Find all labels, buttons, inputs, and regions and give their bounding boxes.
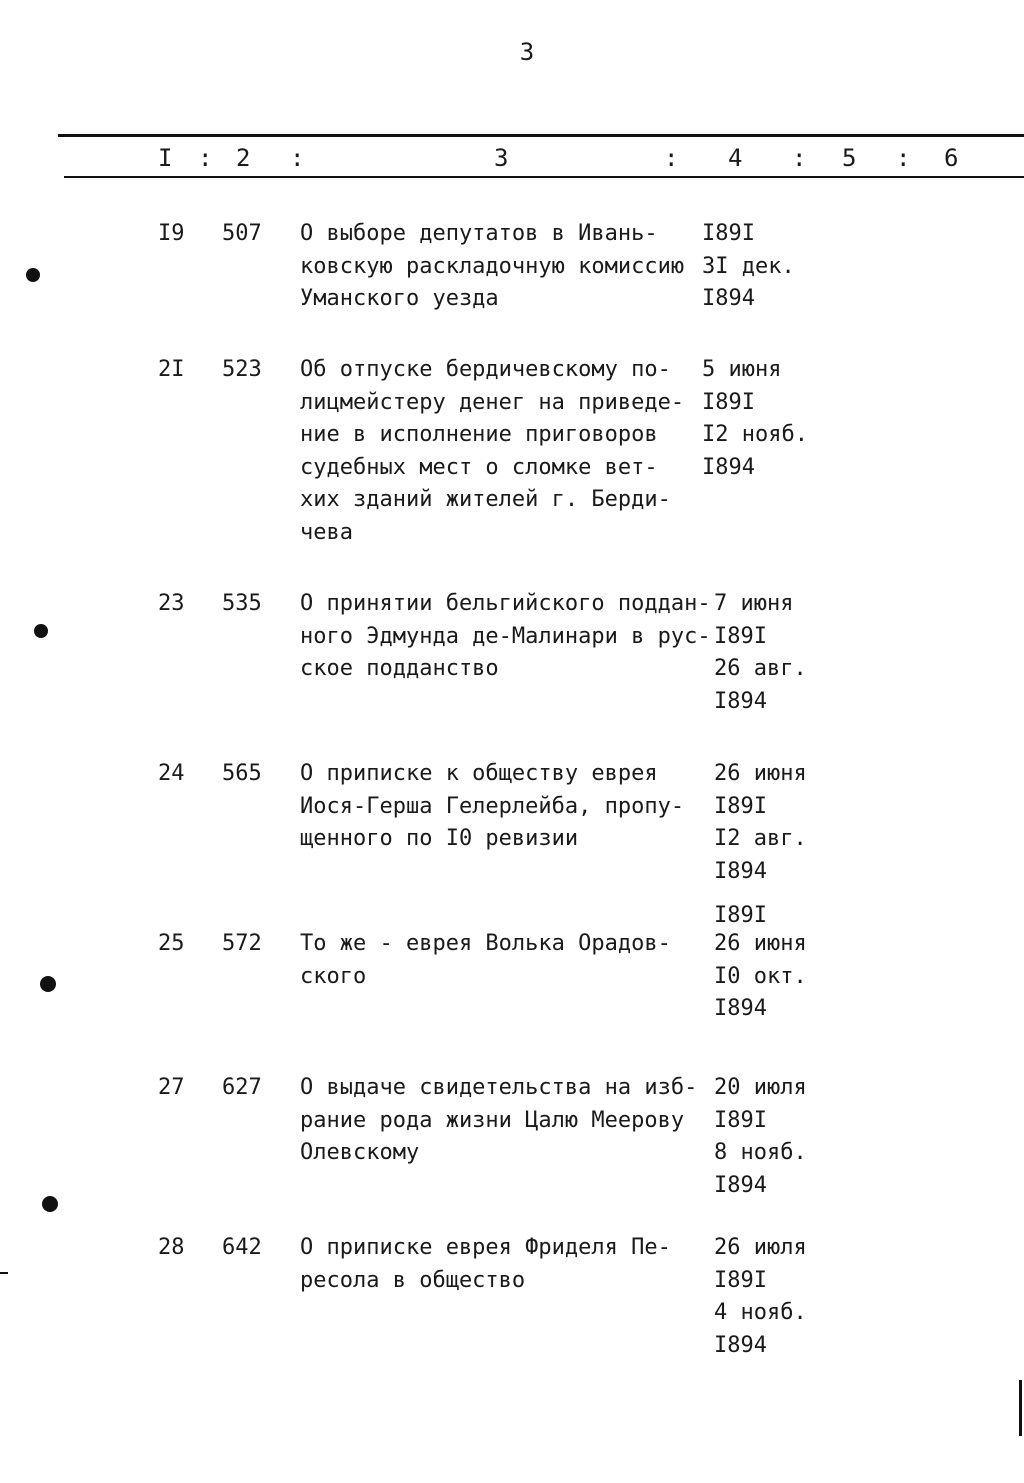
title-line: щенного по I0 ревизии (300, 826, 579, 851)
column-separator: : (290, 144, 305, 172)
entry-number: 25 (158, 931, 185, 956)
binding-hole-mark (26, 268, 40, 282)
entry-number: 23 (158, 591, 185, 616)
header-top-rule (58, 134, 1024, 137)
date-line: I89I (714, 623, 767, 649)
entry-dates (714, 758, 807, 888)
column-header-4: 4 (728, 144, 743, 172)
date-line: I89I (714, 903, 767, 928)
document-number: 535 (222, 591, 262, 616)
date-line: I894 (702, 454, 755, 480)
title-line: То же - еврея Волька Орадов- (300, 931, 671, 956)
date-line: I894 (714, 996, 767, 1021)
date-line: 4 нояб. (714, 1300, 807, 1325)
document-number: 507 (222, 221, 262, 246)
entry-number: 2I (158, 357, 185, 382)
title-line: О приписке еврея Фриделя Пе- (300, 1235, 671, 1260)
column-separator: : (896, 144, 911, 172)
entry-dates (702, 218, 795, 316)
title-line: Уманского уезда (300, 286, 499, 311)
date-line: I0 окт. (714, 963, 807, 989)
title-line: лицмейстеру денег на приведе- (300, 389, 685, 415)
date-line: I89I (702, 221, 755, 246)
title-line: О принятии бельгийского поддан- (300, 591, 711, 616)
title-line: ние в исполнение приговоров (300, 422, 658, 447)
date-line: I894 (714, 1332, 767, 1358)
document-number: 572 (222, 931, 262, 956)
header-bottom-rule (64, 176, 1024, 178)
entry-dates (714, 1232, 807, 1362)
date-line: I894 (714, 1172, 767, 1198)
entry-title (300, 218, 705, 316)
title-line: О выдаче свидетельства на изб- (300, 1075, 698, 1100)
date-line: 20 июля (714, 1075, 807, 1100)
entry-number: 27 (158, 1075, 185, 1100)
entry-dates (714, 1072, 807, 1202)
title-line: Олевскому (300, 1140, 420, 1165)
date-line: 26 июля (714, 1235, 807, 1260)
column-separator: : (198, 144, 213, 172)
column-header-1: I (158, 144, 173, 172)
date-line: I894 (702, 286, 755, 311)
column-separator: : (664, 144, 679, 172)
entry-title (300, 758, 705, 856)
date-line: 26 июня (714, 761, 807, 786)
entry-title (300, 1072, 705, 1170)
date-line: 3I дек. (702, 253, 795, 279)
entry-title (300, 588, 711, 686)
date-line: I89I (714, 1107, 767, 1133)
title-line: Об отпуске бердичевскому по- (300, 357, 671, 382)
column-header-3: 3 (494, 144, 509, 172)
title-line: ское подданство (300, 656, 499, 681)
date-line: I2 нояб. (702, 422, 808, 447)
entry-title (300, 928, 705, 993)
column-header-6: 6 (944, 144, 959, 172)
title-line: О приписке к обществу еврея (300, 761, 658, 786)
title-line: ного Эдмунда де-Малинари в рус- (300, 623, 711, 649)
date-line: I89I (702, 389, 755, 415)
date-line: I894 (714, 858, 767, 884)
title-line: ковскую раскладочную комиссию (300, 253, 685, 279)
title-line: рание рода жизни Цалю Меерову (300, 1107, 685, 1133)
date-line: I89I (714, 793, 767, 819)
date-line: 7 июня (714, 591, 794, 616)
title-line: хих зданий жителей г. Берди- (300, 487, 671, 512)
entry-number: I9 (158, 221, 185, 246)
entry-title (300, 1232, 705, 1297)
binding-hole-mark (40, 976, 56, 992)
column-header-5: 5 (842, 144, 857, 172)
entry-dates (714, 588, 807, 718)
document-number: 523 (222, 357, 262, 382)
date-line: I2 авг. (714, 826, 807, 851)
document-number: 627 (222, 1075, 262, 1100)
title-line: чева (300, 519, 353, 545)
date-line: 26 июня (714, 931, 807, 956)
date-line: 5 июня (702, 357, 782, 382)
title-line: ресола в общество (300, 1267, 526, 1293)
entry-number: 28 (158, 1235, 185, 1260)
binding-hole-mark (34, 624, 48, 638)
entry-dates (714, 904, 807, 1026)
document-number: 565 (222, 761, 262, 786)
title-line: О выборе депутатов в Ивань- (300, 221, 658, 246)
date-line: I894 (714, 688, 767, 714)
binding-hole-mark (42, 1196, 58, 1212)
date-line: I89I (714, 1267, 767, 1293)
date-line: 26 авг. (714, 656, 807, 681)
scan-edge-mark (1019, 1380, 1022, 1436)
entry-number: 24 (158, 761, 185, 786)
entry-title (300, 354, 705, 549)
title-line: судебных мест о сломке вет- (300, 454, 658, 480)
page-number: 3 (519, 38, 535, 66)
column-separator: : (792, 144, 807, 172)
scan-edge-mark (0, 1272, 8, 1274)
date-line: 8 нояб. (714, 1140, 807, 1165)
column-header-2: 2 (236, 144, 251, 172)
title-line: ского (300, 963, 367, 989)
title-line: Иося-Герша Гелерлейба, пропу- (300, 793, 685, 819)
entry-dates (702, 354, 808, 484)
document-number: 642 (222, 1235, 262, 1260)
